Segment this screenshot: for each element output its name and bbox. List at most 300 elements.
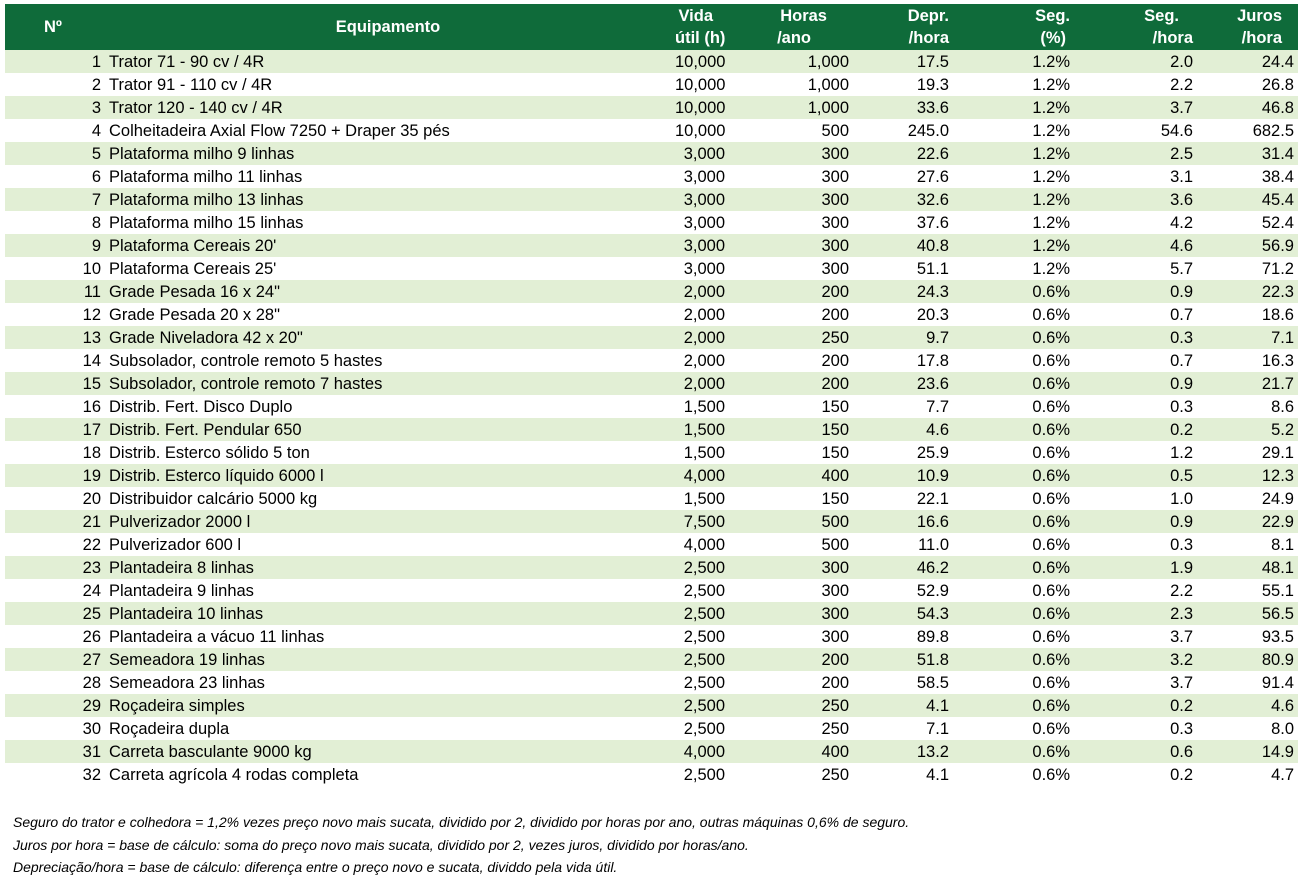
cell-seg-hora: 54.6 bbox=[1160, 121, 1193, 140]
cell-no: 26 bbox=[82, 627, 101, 646]
cell-seg-pct: 0.6% bbox=[1032, 696, 1070, 715]
cell-horas-ano: 300 bbox=[821, 213, 849, 232]
cell-vida-util: 3,000 bbox=[683, 167, 725, 186]
cell-horas-ano: 250 bbox=[821, 696, 849, 715]
cell-horas-ano: 200 bbox=[821, 650, 849, 669]
cell-horas-ano: 150 bbox=[821, 489, 849, 508]
cell-seg-pct: 0.6% bbox=[1032, 650, 1070, 669]
cell-seg-hora: 3.2 bbox=[1170, 650, 1193, 669]
cell-equipamento: Plataforma milho 15 linhas bbox=[109, 213, 304, 232]
cell-equipamento: Grade Pesada 16 x 24" bbox=[109, 282, 280, 301]
cell-horas-ano: 300 bbox=[821, 581, 849, 600]
cell-juros-hora: 682.5 bbox=[1252, 121, 1294, 140]
header-juros-line2: /hora bbox=[1241, 29, 1282, 47]
cell-depr-hora: 20.3 bbox=[916, 305, 949, 324]
cell-depr-hora: 40.8 bbox=[916, 236, 949, 255]
cell-no: 3 bbox=[91, 98, 101, 117]
cell-seg-pct: 0.6% bbox=[1032, 351, 1070, 370]
cell-juros-hora: 24.4 bbox=[1261, 52, 1294, 71]
cell-equipamento: Distrib. Esterco líquido 6000 l bbox=[109, 466, 324, 485]
cell-no: 8 bbox=[91, 213, 101, 232]
cell-no: 30 bbox=[82, 719, 101, 738]
table-row bbox=[5, 441, 1298, 464]
cell-no: 1 bbox=[91, 52, 101, 71]
table-row bbox=[5, 556, 1298, 579]
footnotes bbox=[13, 811, 909, 879]
cell-seg-pct: 1.2% bbox=[1032, 236, 1070, 255]
table-row bbox=[5, 119, 1298, 142]
table-row bbox=[5, 303, 1298, 326]
cell-seg-pct: 0.6% bbox=[1032, 305, 1070, 324]
cell-seg-hora: 1.9 bbox=[1170, 558, 1193, 577]
cell-vida-util: 2,000 bbox=[683, 374, 725, 393]
cell-horas-ano: 500 bbox=[821, 535, 849, 554]
cell-seg-hora: 1.0 bbox=[1170, 489, 1193, 508]
cell-depr-hora: 89.8 bbox=[916, 627, 949, 646]
header-seg-hora bbox=[1070, 4, 1203, 50]
cell-juros-hora: 18.6 bbox=[1261, 305, 1294, 324]
cell-juros-hora: 56.5 bbox=[1261, 604, 1294, 623]
cell-equipamento: Distrib. Esterco sólido 5 ton bbox=[109, 443, 310, 462]
cell-horas-ano: 300 bbox=[821, 558, 849, 577]
cell-seg-hora: 2.3 bbox=[1170, 604, 1193, 623]
cell-juros-hora: 7.1 bbox=[1271, 328, 1294, 347]
cell-seg-hora: 2.5 bbox=[1170, 144, 1193, 163]
cell-horas-ano: 1,000 bbox=[807, 52, 849, 71]
cell-juros-hora: 93.5 bbox=[1261, 627, 1294, 646]
cell-no: 7 bbox=[91, 190, 101, 209]
cell-juros-hora: 8.1 bbox=[1271, 535, 1294, 554]
cell-horas-ano: 400 bbox=[821, 742, 849, 761]
cell-juros-hora: 24.9 bbox=[1261, 489, 1294, 508]
cell-seg-pct: 1.2% bbox=[1032, 75, 1070, 94]
cell-juros-hora: 21.7 bbox=[1261, 374, 1294, 393]
cell-no: 12 bbox=[82, 305, 101, 324]
cell-equipamento: Roçadeira simples bbox=[109, 696, 245, 715]
cell-equipamento: Plataforma milho 13 linhas bbox=[109, 190, 304, 209]
table-row bbox=[5, 165, 1298, 188]
cell-juros-hora: 22.9 bbox=[1261, 512, 1294, 531]
cell-horas-ano: 200 bbox=[821, 673, 849, 692]
cell-seg-pct: 0.6% bbox=[1032, 420, 1070, 439]
cell-no: 28 bbox=[82, 673, 101, 692]
cell-juros-hora: 8.0 bbox=[1271, 719, 1294, 738]
cell-depr-hora: 7.7 bbox=[926, 397, 949, 416]
cell-juros-hora: 16.3 bbox=[1261, 351, 1294, 370]
cell-no: 31 bbox=[82, 742, 101, 761]
cell-seg-hora: 1.2 bbox=[1170, 443, 1193, 462]
header-horas-ano bbox=[725, 4, 853, 50]
table-row bbox=[5, 533, 1298, 556]
cell-depr-hora: 58.5 bbox=[916, 673, 949, 692]
cell-equipamento: Pulverizador 600 l bbox=[109, 535, 242, 554]
cell-no: 6 bbox=[91, 167, 101, 186]
cell-equipamento: Trator 91 - 110 cv / 4R bbox=[109, 75, 273, 94]
cell-no: 17 bbox=[82, 420, 101, 439]
cell-depr-hora: 51.8 bbox=[916, 650, 949, 669]
table-row bbox=[5, 234, 1298, 257]
cell-vida-util: 1,500 bbox=[683, 397, 725, 416]
cell-vida-util: 3,000 bbox=[683, 190, 725, 209]
cell-seg-pct: 0.6% bbox=[1032, 328, 1070, 347]
cell-seg-hora: 0.2 bbox=[1170, 696, 1193, 715]
header-depr-line1: Depr. bbox=[907, 7, 949, 25]
cell-seg-pct: 1.2% bbox=[1032, 167, 1070, 186]
header-segh-line1: Seg. bbox=[1144, 7, 1179, 25]
cell-juros-hora: 26.8 bbox=[1261, 75, 1294, 94]
cell-juros-hora: 45.4 bbox=[1261, 190, 1294, 209]
cell-seg-hora: 2.2 bbox=[1170, 75, 1193, 94]
header-depr-hora bbox=[853, 4, 981, 50]
header-horas-line1: Horas bbox=[780, 7, 827, 25]
cell-seg-hora: 3.7 bbox=[1170, 627, 1193, 646]
cell-juros-hora: 14.9 bbox=[1261, 742, 1294, 761]
cell-vida-util: 10,000 bbox=[675, 75, 726, 94]
cell-no: 2 bbox=[91, 75, 101, 94]
cell-no: 19 bbox=[82, 466, 101, 485]
cell-horas-ano: 300 bbox=[821, 627, 849, 646]
cell-seg-hora: 5.7 bbox=[1170, 259, 1193, 278]
table-row bbox=[5, 717, 1298, 740]
table-row bbox=[5, 694, 1298, 717]
cell-equipamento: Plantadeira 10 linhas bbox=[109, 604, 264, 623]
cell-horas-ano: 150 bbox=[821, 443, 849, 462]
cell-vida-util: 10,000 bbox=[675, 121, 726, 140]
table-row bbox=[5, 73, 1298, 96]
cell-horas-ano: 200 bbox=[821, 374, 849, 393]
cell-seg-hora: 0.3 bbox=[1170, 535, 1193, 554]
cell-equipamento: Carreta basculante 9000 kg bbox=[109, 742, 312, 761]
header-equipamento: Equipamento bbox=[335, 18, 441, 36]
cell-equipamento: Plantadeira a vácuo 11 linhas bbox=[109, 627, 325, 646]
cell-juros-hora: 8.6 bbox=[1271, 397, 1294, 416]
cell-no: 11 bbox=[83, 282, 101, 301]
header-juros-hora bbox=[1203, 4, 1298, 50]
table-header bbox=[5, 4, 1298, 50]
cell-seg-hora: 0.9 bbox=[1170, 282, 1193, 301]
header-seg-pct bbox=[981, 4, 1070, 50]
cell-vida-util: 1,500 bbox=[683, 420, 725, 439]
cell-equipamento: Plataforma Cereais 20' bbox=[109, 236, 277, 255]
cell-horas-ano: 300 bbox=[821, 167, 849, 186]
cell-horas-ano: 400 bbox=[821, 466, 849, 485]
cell-vida-util: 7,500 bbox=[683, 512, 725, 531]
cell-seg-hora: 2.0 bbox=[1170, 52, 1193, 71]
table-row bbox=[5, 464, 1298, 487]
cell-seg-pct: 0.6% bbox=[1032, 535, 1070, 554]
cell-juros-hora: 46.8 bbox=[1261, 98, 1294, 117]
table-row bbox=[5, 50, 1298, 73]
cell-seg-pct: 0.6% bbox=[1032, 673, 1070, 692]
cell-vida-util: 1,500 bbox=[683, 489, 725, 508]
cell-juros-hora: 52.4 bbox=[1261, 213, 1294, 232]
cell-no: 24 bbox=[82, 581, 101, 600]
cell-juros-hora: 31.4 bbox=[1261, 144, 1294, 163]
cell-seg-hora: 0.3 bbox=[1170, 397, 1193, 416]
cell-vida-util: 2,500 bbox=[683, 765, 725, 784]
cell-seg-hora: 0.7 bbox=[1170, 305, 1193, 324]
cell-seg-pct: 0.6% bbox=[1032, 443, 1070, 462]
cell-depr-hora: 27.6 bbox=[916, 167, 949, 186]
header-depr-line2: /hora bbox=[908, 29, 949, 47]
cell-equipamento: Plantadeira 8 linhas bbox=[109, 558, 254, 577]
cell-horas-ano: 150 bbox=[821, 420, 849, 439]
cell-juros-hora: 5.2 bbox=[1271, 420, 1294, 439]
cell-vida-util: 2,500 bbox=[683, 696, 725, 715]
cell-seg-pct: 0.6% bbox=[1032, 374, 1070, 393]
cell-seg-hora: 3.7 bbox=[1170, 673, 1193, 692]
header-no: Nº bbox=[44, 18, 62, 36]
cell-vida-util: 2,500 bbox=[683, 558, 725, 577]
cell-vida-util: 2,000 bbox=[683, 282, 725, 301]
cell-equipamento: Subsolador, controle remoto 7 hastes bbox=[109, 374, 383, 393]
cell-seg-pct: 0.6% bbox=[1032, 581, 1070, 600]
cell-depr-hora: 16.6 bbox=[916, 512, 949, 531]
cell-seg-pct: 1.2% bbox=[1032, 259, 1070, 278]
cell-depr-hora: 19.3 bbox=[916, 75, 949, 94]
cell-depr-hora: 52.9 bbox=[916, 581, 949, 600]
footnote-juros: Juros por hora = base de cálculo: soma do preço novo mais sucata, dividido por 2, vezes juros, dividido por horas/ano. bbox=[13, 836, 749, 853]
cell-horas-ano: 250 bbox=[821, 765, 849, 784]
cell-seg-hora: 0.6 bbox=[1170, 742, 1193, 761]
cell-equipamento: Grade Pesada 20 x 28" bbox=[109, 305, 280, 324]
cell-vida-util: 4,000 bbox=[683, 742, 725, 761]
cell-depr-hora: 11.0 bbox=[918, 535, 949, 554]
cell-depr-hora: 33.6 bbox=[916, 98, 949, 117]
cell-no: 21 bbox=[82, 512, 101, 531]
header-juros-line1: Juros bbox=[1237, 7, 1282, 25]
table-row bbox=[5, 349, 1298, 372]
footnote-seguro: Seguro do trator e colhedora = 1,2% vezes preço novo mais sucata, dividido por 2, dividido por horas por ano, outras máquinas 0,6% de seguro. bbox=[13, 814, 910, 830]
cell-juros-hora: 12.3 bbox=[1261, 466, 1294, 485]
cell-juros-hora: 22.3 bbox=[1261, 282, 1294, 301]
cell-horas-ano: 300 bbox=[821, 259, 849, 278]
footnote-depreciacao: Depreciação/hora = base de cálculo: diferença entre o preço novo e sucata, dividdo pela vida útil. bbox=[13, 859, 618, 875]
cell-horas-ano: 250 bbox=[821, 328, 849, 347]
cell-depr-hora: 46.2 bbox=[916, 558, 949, 577]
cell-equipamento: Semeadora 23 linhas bbox=[109, 673, 265, 692]
cell-juros-hora: 4.6 bbox=[1271, 696, 1294, 715]
table-row bbox=[5, 418, 1298, 441]
cell-equipamento: Colheitadeira Axial Flow 7250 + Draper 35 pés bbox=[109, 121, 450, 140]
cell-no: 4 bbox=[91, 121, 101, 140]
cell-depr-hora: 37.6 bbox=[916, 213, 949, 232]
table-row bbox=[5, 510, 1298, 533]
cell-seg-pct: 1.2% bbox=[1032, 52, 1070, 71]
cell-vida-util: 2,000 bbox=[683, 351, 725, 370]
table-row bbox=[5, 142, 1298, 165]
cell-horas-ano: 200 bbox=[821, 351, 849, 370]
cell-horas-ano: 200 bbox=[821, 282, 849, 301]
cell-no: 10 bbox=[82, 259, 101, 278]
cell-depr-hora: 10.9 bbox=[916, 466, 949, 485]
cell-seg-hora: 3.7 bbox=[1170, 98, 1193, 117]
table-row bbox=[5, 671, 1298, 694]
table-row bbox=[5, 579, 1298, 602]
cell-seg-hora: 0.5 bbox=[1170, 466, 1193, 485]
cell-seg-pct: 0.6% bbox=[1032, 719, 1070, 738]
cell-no: 20 bbox=[82, 489, 101, 508]
cell-no: 32 bbox=[82, 765, 101, 784]
cell-horas-ano: 1,000 bbox=[807, 75, 849, 94]
table-row bbox=[5, 326, 1298, 349]
cell-seg-pct: 0.6% bbox=[1032, 512, 1070, 531]
cell-seg-hora: 0.2 bbox=[1170, 765, 1193, 784]
cell-horas-ano: 150 bbox=[821, 397, 849, 416]
header-horas-line2: /ano bbox=[777, 29, 811, 47]
table-row bbox=[5, 188, 1298, 211]
cell-seg-pct: 0.6% bbox=[1032, 558, 1070, 577]
table-row bbox=[5, 372, 1298, 395]
cell-equipamento: Subsolador, controle remoto 5 hastes bbox=[109, 351, 383, 370]
cell-seg-hora: 3.1 bbox=[1170, 167, 1193, 186]
table-row bbox=[5, 740, 1298, 763]
header-vida-line1: Vida bbox=[678, 7, 713, 25]
cell-horas-ano: 1,000 bbox=[807, 98, 849, 117]
header-segh-line2: /hora bbox=[1152, 29, 1193, 47]
cell-no: 25 bbox=[82, 604, 101, 623]
cell-seg-hora: 0.3 bbox=[1170, 328, 1193, 347]
table-row bbox=[5, 257, 1298, 280]
cell-equipamento: Trator 120 - 140 cv / 4R bbox=[109, 98, 283, 117]
cell-horas-ano: 300 bbox=[821, 190, 849, 209]
cell-seg-pct: 0.6% bbox=[1032, 466, 1070, 485]
header-row bbox=[5, 4, 1298, 50]
cell-seg-pct: 0.6% bbox=[1032, 604, 1070, 623]
cell-vida-util: 3,000 bbox=[683, 236, 725, 255]
header-seg-line1: Seg. bbox=[1035, 7, 1070, 25]
cell-depr-hora: 17.5 bbox=[916, 52, 949, 71]
cell-depr-hora: 4.6 bbox=[926, 420, 949, 439]
cell-equipamento: Distribuidor calcário 5000 kg bbox=[109, 489, 318, 508]
table-row bbox=[5, 211, 1298, 234]
cell-vida-util: 1,500 bbox=[683, 443, 725, 462]
cell-depr-hora: 22.1 bbox=[916, 489, 949, 508]
cell-equipamento: Plantadeira 9 linhas bbox=[109, 581, 254, 600]
cell-seg-pct: 0.6% bbox=[1032, 627, 1070, 646]
table-row bbox=[5, 487, 1298, 510]
cell-equipamento: Trator 71 - 90 cv / 4R bbox=[109, 52, 265, 71]
cell-horas-ano: 500 bbox=[821, 512, 849, 531]
cell-no: 14 bbox=[82, 351, 101, 370]
cell-no: 16 bbox=[82, 397, 101, 416]
table-row bbox=[5, 763, 1298, 786]
cell-depr-hora: 32.6 bbox=[916, 190, 949, 209]
cell-vida-util: 3,000 bbox=[683, 259, 725, 278]
cell-juros-hora: 48.1 bbox=[1261, 558, 1294, 577]
cell-equipamento: Plataforma milho 11 linhas bbox=[109, 167, 303, 186]
cell-depr-hora: 4.1 bbox=[926, 696, 949, 715]
cell-depr-hora: 24.3 bbox=[916, 282, 949, 301]
equipment-cost-table bbox=[5, 4, 1298, 786]
cell-equipamento: Plataforma milho 9 linhas bbox=[109, 144, 295, 163]
cell-depr-hora: 245.0 bbox=[907, 121, 949, 140]
cell-seg-hora: 4.2 bbox=[1170, 213, 1193, 232]
cell-no: 23 bbox=[82, 558, 101, 577]
cell-seg-hora: 0.2 bbox=[1170, 420, 1193, 439]
cell-vida-util: 2,500 bbox=[683, 581, 725, 600]
cell-seg-hora: 2.2 bbox=[1170, 581, 1193, 600]
header-seg-line2: (%) bbox=[1040, 29, 1066, 47]
table-row bbox=[5, 602, 1298, 625]
cell-vida-util: 2,500 bbox=[683, 604, 725, 623]
cell-juros-hora: 55.1 bbox=[1261, 581, 1294, 600]
cell-seg-pct: 0.6% bbox=[1032, 765, 1070, 784]
cell-depr-hora: 17.8 bbox=[916, 351, 949, 370]
cell-equipamento: Pulverizador 2000 l bbox=[109, 512, 251, 531]
cell-depr-hora: 13.2 bbox=[916, 742, 949, 761]
cell-no: 29 bbox=[82, 696, 101, 715]
cell-depr-hora: 4.1 bbox=[926, 765, 949, 784]
cell-equipamento: Grade Niveladora 42 x 20" bbox=[109, 328, 303, 347]
cell-equipamento: Plataforma Cereais 25' bbox=[109, 259, 277, 278]
cell-vida-util: 4,000 bbox=[683, 466, 725, 485]
cell-juros-hora: 91.4 bbox=[1261, 673, 1294, 692]
table-row bbox=[5, 625, 1298, 648]
cell-seg-pct: 0.6% bbox=[1032, 742, 1070, 761]
cell-vida-util: 2,500 bbox=[683, 627, 725, 646]
cell-juros-hora: 29.1 bbox=[1261, 443, 1294, 462]
cell-no: 27 bbox=[82, 650, 101, 669]
cell-horas-ano: 300 bbox=[821, 144, 849, 163]
cell-vida-util: 2,000 bbox=[683, 305, 725, 324]
cell-seg-hora: 4.6 bbox=[1170, 236, 1193, 255]
cell-no: 22 bbox=[82, 535, 101, 554]
cell-equipamento: Semeadora 19 linhas bbox=[109, 650, 265, 669]
cell-depr-hora: 51.1 bbox=[916, 259, 949, 278]
cell-seg-pct: 0.6% bbox=[1032, 397, 1070, 416]
cell-horas-ano: 200 bbox=[821, 305, 849, 324]
cell-no: 15 bbox=[82, 374, 101, 393]
table-row bbox=[5, 96, 1298, 119]
equipment-cost-sheet bbox=[5, 4, 1298, 786]
cell-seg-hora: 0.9 bbox=[1170, 374, 1193, 393]
cell-juros-hora: 4.7 bbox=[1271, 765, 1294, 784]
cell-depr-hora: 54.3 bbox=[916, 604, 949, 623]
cell-equipamento: Distrib. Fert. Disco Duplo bbox=[109, 397, 293, 416]
cell-seg-pct: 1.2% bbox=[1032, 121, 1070, 140]
header-vida-util bbox=[675, 4, 725, 50]
cell-seg-pct: 1.2% bbox=[1032, 144, 1070, 163]
table-row bbox=[5, 395, 1298, 418]
cell-vida-util: 2,000 bbox=[683, 328, 725, 347]
cell-no: 18 bbox=[82, 443, 101, 462]
header-vida-line2: útil (h) bbox=[675, 29, 726, 47]
cell-horas-ano: 250 bbox=[821, 719, 849, 738]
cell-juros-hora: 80.9 bbox=[1261, 650, 1294, 669]
cell-depr-hora: 7.1 bbox=[926, 719, 949, 738]
cell-no: 5 bbox=[91, 144, 101, 163]
cell-seg-pct: 0.6% bbox=[1032, 282, 1070, 301]
cell-vida-util: 3,000 bbox=[683, 213, 725, 232]
cell-juros-hora: 56.9 bbox=[1261, 236, 1294, 255]
cell-vida-util: 10,000 bbox=[675, 52, 726, 71]
cell-vida-util: 3,000 bbox=[683, 144, 725, 163]
cell-seg-hora: 0.3 bbox=[1170, 719, 1193, 738]
cell-seg-hora: 3.6 bbox=[1170, 190, 1193, 209]
cell-vida-util: 10,000 bbox=[675, 98, 726, 117]
cell-seg-hora: 0.7 bbox=[1170, 351, 1193, 370]
cell-seg-pct: 1.2% bbox=[1032, 98, 1070, 117]
cell-horas-ano: 500 bbox=[821, 121, 849, 140]
cell-juros-hora: 71.2 bbox=[1261, 259, 1294, 278]
cell-vida-util: 2,500 bbox=[683, 673, 725, 692]
cell-horas-ano: 300 bbox=[821, 236, 849, 255]
cell-equipamento: Roçadeira dupla bbox=[109, 719, 230, 738]
cell-depr-hora: 25.9 bbox=[916, 443, 949, 462]
cell-vida-util: 4,000 bbox=[683, 535, 725, 554]
cell-horas-ano: 300 bbox=[821, 604, 849, 623]
